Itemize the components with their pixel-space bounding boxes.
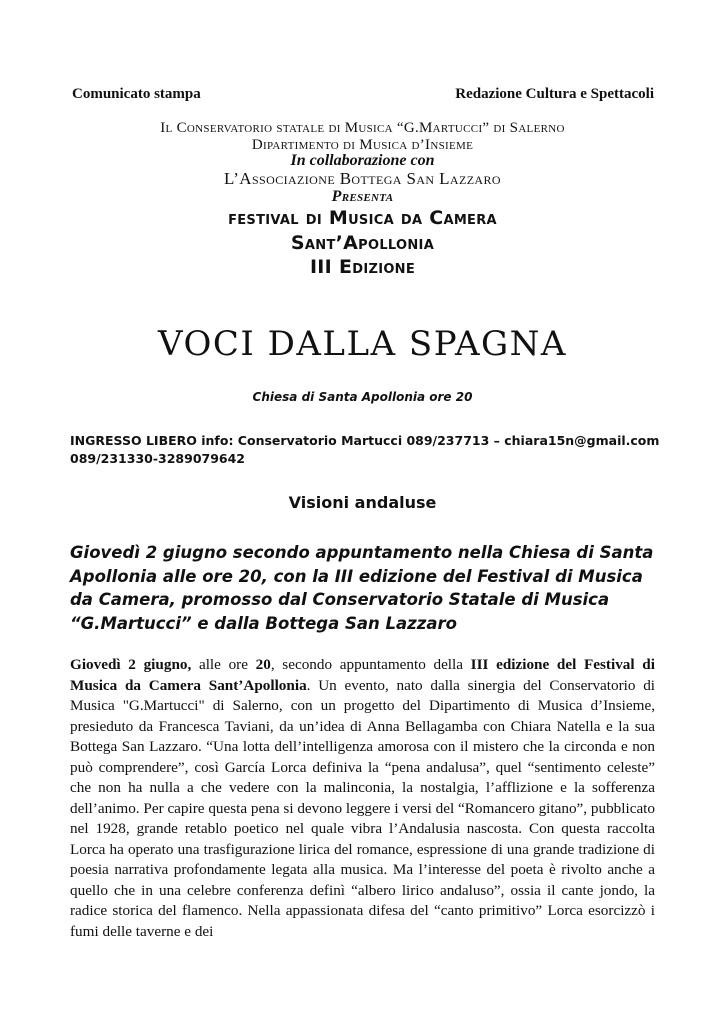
presenta-line: Presenta: [331, 188, 394, 205]
body-text-3: . Un evento, nato dalla sinergia del Conservatorio di Musica "G.Martucci" di Salerno, con un progetto del Dipartimento di Musica d’Insieme, presieduto da Francesca Taviani, da un’idea di Anna Bellagamba con Chiara Natella e la sua Bottega San Lazzaro. “Una lotta dell’intelligenza amorosa con il mistero che la circonda e non può comprendere”, così García Lorca definiva la “pena andalusa”, quel “sentimento celeste” che non ha nulla a che vedere con la malinconia, la nostalgia, l’afflizione e la sofferenza dell’animo. Per capire questa pena si devono leggere i versi del “Romancero gitano”, pubblicato nel 1928, grande retablo poetico nel quale vibra l’Andalusia nascosta. Con questa raccolta Lorca ha operato una trasfigurazione lirica del romance, espressione di una grande tradizione di poesia narrativa profondamente legata alla musica. Ma l’interesse del poeta è rivolto anche a quello che in una celebre conferenza definì “albero lirico andaluso”, ossia il cante jondo, la radice storica del flamenco. Nella appassionata difesa del “canto primitivo” Lorca esorcizzò i fumi delle taverne e dei: [70, 676, 656, 940]
associazione-line: L’Associazione Bottega San Lazzaro: [224, 169, 501, 188]
festival-line-1: festival di Musica da Camera: [228, 207, 497, 229]
festival-line-2: Sant’Apollonia: [290, 232, 435, 254]
collaborazione-line: In collaborazione con: [290, 152, 435, 169]
body-text-1: alle ore: [191, 656, 256, 673]
main-title: VOCI DALLA SPAGNA: [158, 324, 567, 364]
dipartimento-line: Dipartimento di Musica d’Insieme: [251, 137, 474, 153]
info-line-1: INGRESSO LIBERO info: Conservatorio Martucci 089/237713 – chiara15n@gmail.com: [70, 433, 660, 448]
info-block: [70, 432, 660, 468]
festival-line-3: III Edizione: [309, 256, 416, 278]
lead-paragraph: Giovedì 2 giugno secondo appuntamento nella Chiesa di Santa Apollonia alle ore 20, con la III edizione del Festival di Musica da Camera, promosso dal Conservatorio Statale di Musica “G.Martucci” e dalla Bottega San Lazzaro: [70, 543, 654, 633]
body-bold-hour: 20: [255, 656, 271, 673]
body-bold-date: Giovedì 2 giugno,: [70, 656, 192, 673]
header-left-label: Comunicato stampa: [72, 86, 201, 102]
header-row: [72, 86, 654, 106]
venue-line: Chiesa di Santa Apollonia ore 20: [252, 390, 473, 404]
info-line-2: 089/231330-3289079642: [70, 451, 246, 466]
body-text-2: , secondo appuntamento della: [270, 656, 471, 673]
body-bold-festival: III edizione del Festival di Musica da Camera Sant’Apollonia: [70, 656, 655, 694]
header-right-label: Redazione Cultura e Spettacoli: [455, 86, 654, 102]
conservatorio-line: Il Conservatorio statale di Musica “G.Martucci” di Salerno: [160, 120, 565, 136]
section-title: Visioni andaluse: [288, 493, 437, 512]
body-paragraph: [70, 655, 655, 942]
